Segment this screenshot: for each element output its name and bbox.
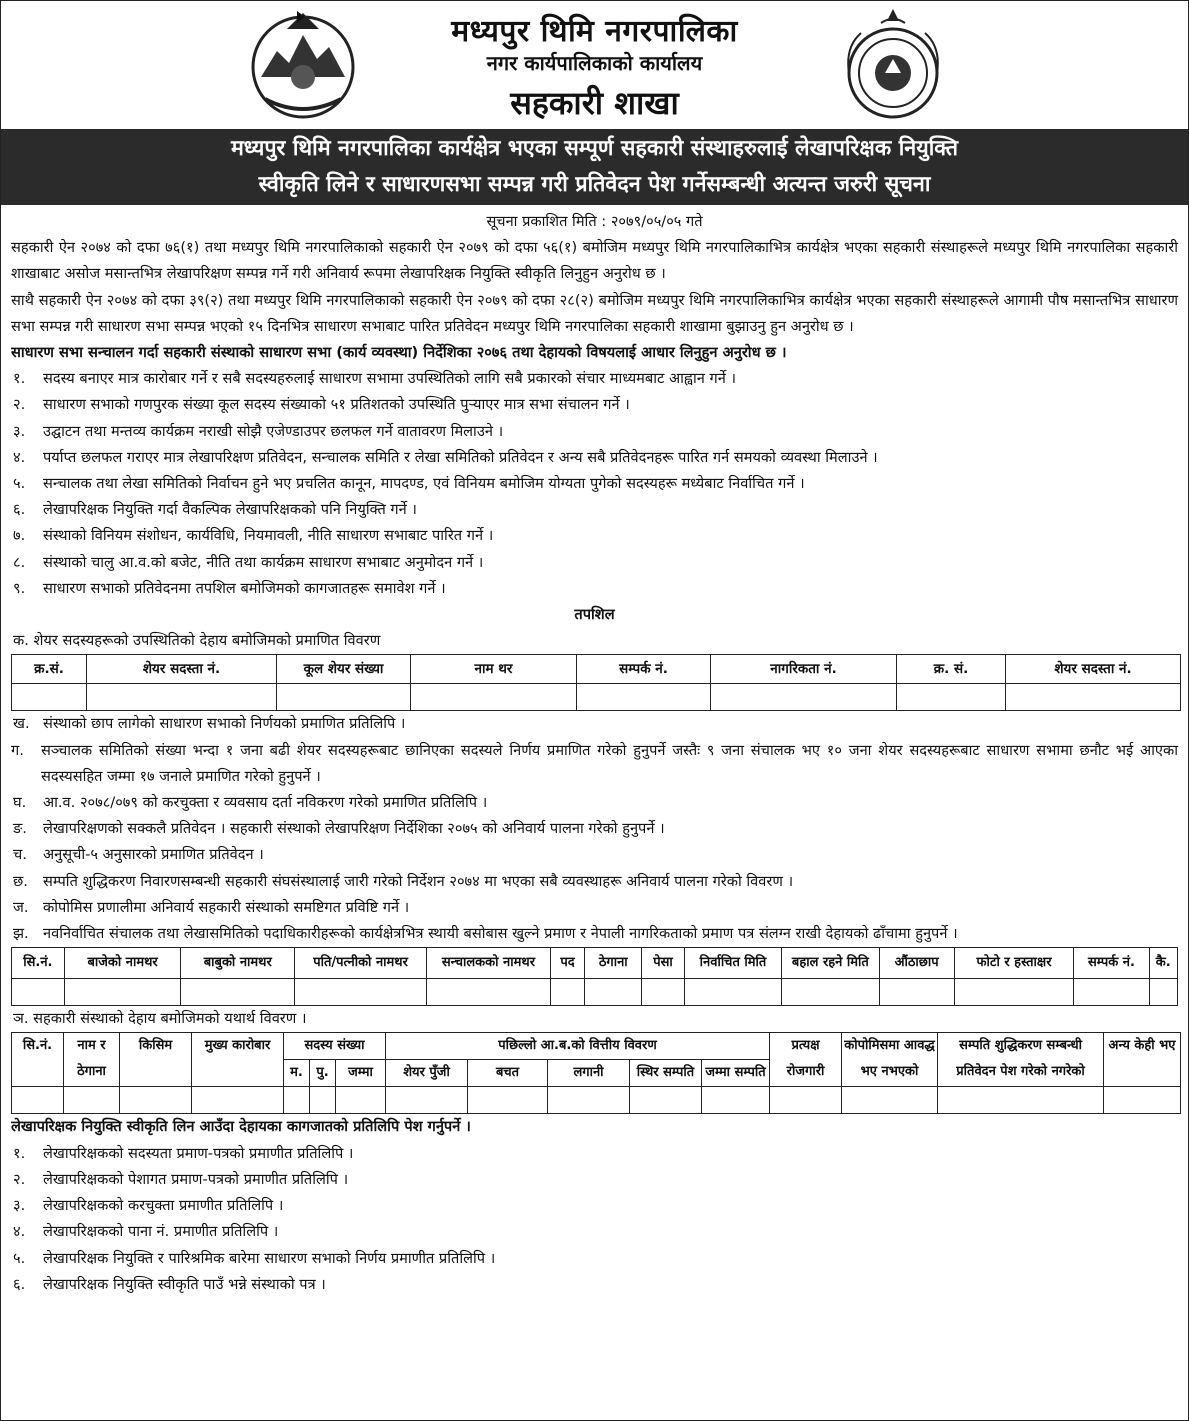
list-item: ४. पर्याप्त छलफल गराएर मात्र लेखापरिक्षण प्रतिवेदन, सन्चालक समिति र लेखा समितिको प्रतिवेदन र अन्य सबै प्रतिवेदनहरू पारित गर्न समयको व्यवस्था मिलाउने । bbox=[13, 448, 878, 466]
banner-line-1: मध्यपुर थिमि नगरपालिका कार्यक्षेत्र भएका सम्पूर्ण सहकारी संस्थाहरुलाई लेखापरिक्षक नियुक्ति bbox=[230, 136, 959, 161]
elected-officials-table bbox=[11, 947, 1178, 1006]
published-date: सूचना प्रकाशित मिति : २०७९/०५/०५ गते bbox=[486, 213, 703, 230]
list-item: २. साधारण सभाको गणपुरक संख्या कूल सदस्य संख्याको ५१ प्रतिशतको उपस्थिति पुऱ्याएर मात्र सभा संचालन गर्ने । bbox=[13, 396, 630, 414]
auditor-documents-list bbox=[11, 1141, 1178, 1298]
list-item: झ. नवनिर्वाचित संचालक तथा लेखासमितिको पदाधिकारीहरूको कार्यक्षेत्रभित्र स्थायी बसोबास खुल्ने प्रमाण र नेपाली नागरिकताको प्रमाण पत्र संलग्न राखी देहायको ढाँचामा हुनुपर्ने । bbox=[13, 925, 958, 943]
list-item: ख. संस्थाको छाप लागेको साधारण सभाको निर्णयको प्रमाणित प्रतिलिपि । bbox=[13, 715, 406, 733]
municipality-name: मध्यपुर थिमि नगरपालिका bbox=[451, 14, 738, 49]
municipality-seal-logo bbox=[841, 7, 945, 123]
table-header-row bbox=[12, 1033, 1181, 1060]
table-header: निर्वाचित मिति bbox=[684, 948, 781, 979]
table-header: सम्पति शुद्धिकरण सम्बन्धी प्रतिवेदन पेश गरेको नगरेको bbox=[938, 1033, 1104, 1087]
office-name: नगर कार्यपालिकाको कार्यालय bbox=[486, 51, 703, 75]
table-header-row bbox=[12, 948, 1178, 979]
table-header: फोटो र हस्ताक्षर bbox=[954, 948, 1074, 979]
table-header-row bbox=[12, 655, 1181, 684]
table-header: पु. bbox=[310, 1060, 336, 1087]
table-header: अन्य केही भए bbox=[1104, 1033, 1181, 1087]
section-name: सहकारी शाखा bbox=[510, 84, 679, 122]
table-header: जम्मा bbox=[336, 1060, 386, 1087]
table-header: क्र.सं. bbox=[12, 655, 87, 684]
letterhead bbox=[1, 1, 1188, 129]
list-item: ३. लेखापरिक्षकको करचुक्ता प्रमाणीत प्रतिलिपि । bbox=[13, 1197, 284, 1215]
table-header: कोपोमिसमा आवद्ध भए नभएको bbox=[842, 1033, 938, 1087]
notice-title-banner bbox=[1, 129, 1188, 205]
table-header: क्र. सं. bbox=[897, 655, 1006, 684]
table-header: स्थिर सम्पति bbox=[630, 1060, 702, 1087]
list-item: घ. आ.व. २०७८/०७९ को करचुक्ता र व्यवसाय दर्ता नविकरण गरेको प्रमाणित प्रतिलिपि । bbox=[13, 794, 488, 812]
banner-line-2: स्वीकृति लिने र साधारणसभा सम्पन्न गरी प्रतिवेदन पेश गर्नेसम्बन्धी अत्यन्त जरुरी सूचना bbox=[258, 172, 931, 197]
auditor-documents-heading: लेखापरिक्षक नियुक्ति स्वीकृति लिन आउँदा देहायका कागजातको प्रतिलिपि पेश गर्नुपर्ने । bbox=[11, 1118, 471, 1136]
list-item: ४. लेखापरिक्षकको पाना नं. प्रमाणीत प्रतिलिपि । bbox=[13, 1223, 279, 1241]
table-header: नागरिकता नं. bbox=[711, 655, 897, 684]
table-header: शेयर पुँजी bbox=[386, 1060, 468, 1087]
table-header: सन्चालकको नामथर bbox=[427, 948, 551, 979]
general-meeting-instruction: साधारण सभा सन्चालन गर्दा सहकारी संस्थाको साधारण सभा (कार्य व्यवस्था) निर्देशिका २०७६ तथा देहायको विषयलाई आधार लिनुहुन अनुरोध छ । bbox=[11, 344, 787, 362]
table-header: बचत bbox=[468, 1060, 548, 1087]
list-item: ७. संस्थाको विनियम संशोधन, कार्यविधि, नियमावली, नीति साधारण सभाबाट पारित गर्ने । bbox=[13, 527, 494, 545]
table-header: जम्मा सम्पति bbox=[702, 1060, 770, 1087]
table-header: कूल शेयर संख्या bbox=[277, 655, 411, 684]
shareholder-attendance-table bbox=[11, 654, 1181, 711]
table-header: पद bbox=[550, 948, 585, 979]
notice-body bbox=[1, 205, 1188, 1298]
table-header: पेसा bbox=[642, 948, 685, 979]
cooperative-details-table bbox=[11, 1032, 1181, 1114]
cooperative-details-label: ञ. सहकारी संस्थाको देहाय बमोजिमको यथार्थ विवरण । bbox=[13, 1010, 307, 1028]
list-item: ९. साधारण सभाको प्रतिवेदनमा तपशिल बमोजिमको कागजातहरू समावेश गर्ने । bbox=[13, 579, 446, 597]
table-header: पछिल्लो आ.ब.को वित्तीय विवरण bbox=[386, 1033, 770, 1060]
paragraph-2: साथै सहकारी ऐन २०७४ को दफा ३९(२) तथा मध्यपुर थिमि नगरपालिकाको सहकारी ऐन २०७९ को दफा २८(२) बमोजिम मध्यपुर थिमि नगरपालिकाभित्र कार्यक्षेत्र भएका सहकारी संस्थाहरूले आगामी पौष मसान्तभित्र साधारण सभा सम्पन्न गरी साधारण सभा सम्पन्न भएको १५ दिनभित्र साधारण सभाबाट पारित प्रतिवेदन मध्यपुर थिमि नगरपालिका सहकारी शाखामा बुझाउनु हुन अनुरोध छ । bbox=[11, 291, 1178, 335]
table-header: सि.नं. bbox=[12, 948, 65, 979]
table-header: शेयर सदस्ता नं. bbox=[87, 655, 277, 684]
list-item: १. लेखापरिक्षकको सदस्यता प्रमाण-पत्रको प्रमाणीत प्रतिलिपि । bbox=[13, 1144, 354, 1162]
table-header: बाजेको नामथर bbox=[64, 948, 181, 979]
list-item: ६. लेखापरिक्षक नियुक्ति स्वीकृति पाउँ भन्ने संस्थाको पत्र । bbox=[13, 1275, 326, 1293]
instruction-list bbox=[11, 366, 1178, 602]
table-header: बहाल रहने मिति bbox=[782, 948, 879, 979]
table-header: प्रत्यक्ष रोजगारी bbox=[770, 1033, 842, 1087]
table-header: औंठाछाप bbox=[879, 948, 954, 979]
list-item: २. लेखापरिक्षकको पेशागत प्रमाण-पत्रको प्रमाणीत प्रतिलिपि । bbox=[13, 1170, 349, 1188]
list-item: ङ. लेखापरिक्षणको सक्कलै प्रतिवेदन । सहकारी संस्थाको लेखापरिक्षण निर्देशिका २०७५ को अनिवार्य पालना गरेको हुनुपर्ने । bbox=[13, 820, 665, 838]
table-row bbox=[12, 979, 1178, 1006]
table-header: मुख्य कारोबार bbox=[192, 1033, 284, 1087]
table-header: कै. bbox=[1149, 948, 1178, 979]
table-row bbox=[12, 684, 1181, 711]
list-item: ५. सन्चालक तथा लेखा समितिको निर्वाचन हुने भए प्रचलित कानून, मापदण्ड, एवं विनियम बमोजिम योग्यता पुगेको सदस्यहरू मध्येबाट निर्वाचित गर्ने । bbox=[13, 475, 805, 493]
table-header: सम्पर्क नं. bbox=[1074, 948, 1149, 979]
table-header: नाम र ठेगाना bbox=[64, 1033, 120, 1087]
list-item: १. सदस्य बनाएर मात्र कारोबार गर्ने र सबै सदस्यहरुलाई साधारण सभामा उपस्थितिको लागि सबै प्रकारको संचार माध्यमबाट आह्वान गर्ने । bbox=[13, 370, 737, 388]
table-header: शेयर सदस्ता नं. bbox=[1006, 655, 1181, 684]
table-header: म. bbox=[284, 1060, 310, 1087]
tapasil-heading: तपशिल bbox=[574, 606, 615, 624]
table-header: बाबुको नामथर bbox=[181, 948, 295, 979]
tapasil-list bbox=[11, 711, 1178, 947]
shareholder-attendance-label: क. शेयर सदस्यहरूको उपस्थितिको देहाय बमोजिमको प्रमाणित विवरण bbox=[13, 632, 381, 650]
table-header: किसिम bbox=[120, 1033, 192, 1087]
list-item: च. अनुसूची-५ अनुसारको प्रमाणित प्रतिवेदन । bbox=[13, 846, 264, 864]
list-item: ८. संस्थाको चालु आ.व.को बजेट, नीति तथा कार्यक्रम साधारण सभाबाट अनुमोदन गर्ने । bbox=[13, 553, 484, 571]
table-header: लगानी bbox=[548, 1060, 630, 1087]
list-item: ३. उद्घाटन तथा मन्तव्य कार्यक्रम नराखी सोझै एजेण्डाउपर छलफल गर्ने वातावरण मिलाउने । bbox=[13, 422, 504, 440]
table-header: पति/पत्नीको नामथर bbox=[295, 948, 427, 979]
list-item: ६. लेखापरिक्षक नियुक्ति गर्दा वैकल्पिक लेखापरिक्षकको पनि नियुक्ति गर्ने । bbox=[13, 501, 417, 519]
list-item: छ. सम्पति शुद्धिकरण निवारणसम्बन्धी सहकारी संघसंस्थालाई जारी गरेको निर्देशन २०७४ मा भएका सबै व्यवस्थाहरू अनिवार्य पालना गरेको विवरण । bbox=[13, 872, 794, 890]
list-item: ५. लेखापरिक्षक नियुक्ति र पारिश्रमिक बारेमा साधारण सभाको निर्णय प्रमाणीत प्रतिलिपि । bbox=[13, 1249, 496, 1267]
table-header: सदस्य संख्या bbox=[284, 1033, 386, 1060]
table-header: सम्पर्क नं. bbox=[577, 655, 711, 684]
list-item: ग. सञ्चालक समितिको संख्या भन्दा १ जना बढी शेयर सदस्यहरूबाट छानिएका सदस्यले निर्णय प्रमाणित गरेको हुनुपर्ने जस्तैः ९ जना संचालक भए १० जना शेयर सदस्यहरूबाट साधारण सभामा छनौट भई आएका सदस्यसहित जम्मा १७ जनाले प्रमाणित गरेको हुनुपर्ने । bbox=[11, 741, 1178, 785]
list-item: ज. कोपोमिस प्रणालीमा अनिवार्य सहकारी संस्थाको समष्टिगत प्रविष्टि गर्ने । bbox=[13, 898, 410, 916]
table-row bbox=[12, 1087, 1181, 1114]
table-header: ठेगाना bbox=[585, 948, 642, 979]
table-header: सि.नं. bbox=[12, 1033, 64, 1087]
paragraph-1: सहकारी ऐन २०७४ को दफा ७६(१) तथा मध्यपुर थिमि नगरपालिकाको सहकारी ऐन २०७९ को दफा ५६(१) बमोजिम मध्यपुर थिमि नगरपालिकाभित्र कार्यक्षेत्र भएका सहकारी संस्थाहरूले मध्यपुर थिमि नगरपालिका सहकारी शाखाबाट असोज मसान्तभित्र लेखापरिक्षण सम्पन्न गर्ने गरी अनिवार्य रूपमा लेखापरिक्षक नियुक्ति स्वीकृति लिनुहुन अनुरोध छ । bbox=[11, 239, 1178, 283]
table-header: नाम थर bbox=[411, 655, 577, 684]
